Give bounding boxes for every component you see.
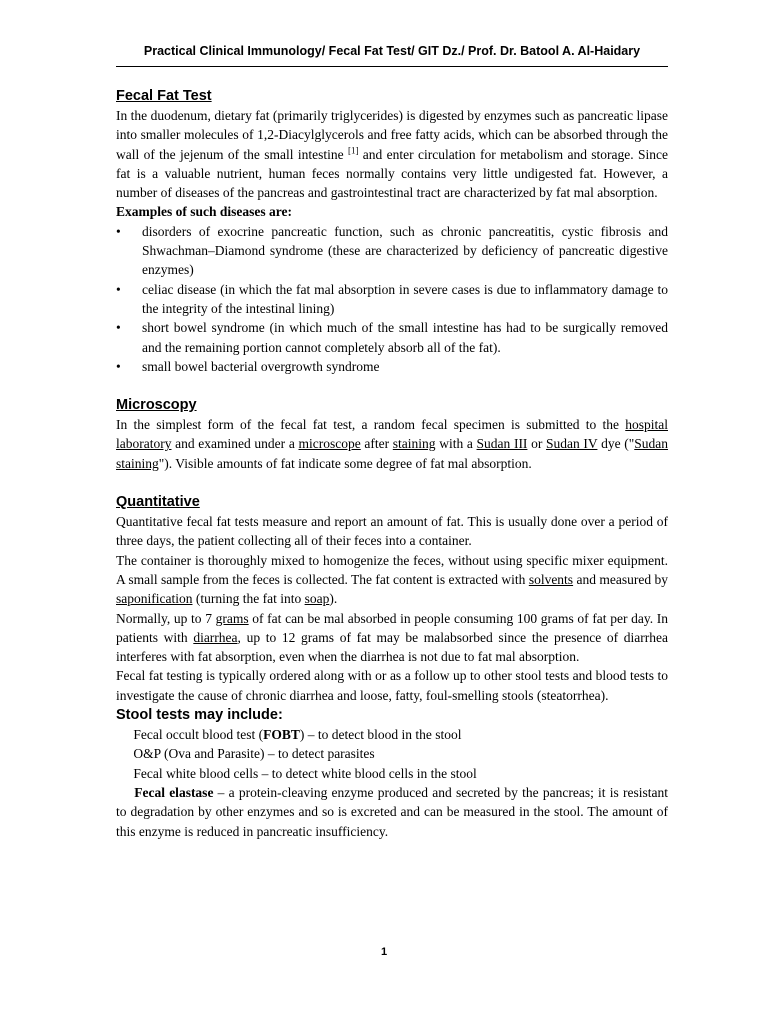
section-heading-fecal-fat-test: Fecal Fat Test: [116, 88, 212, 104]
examples-subheading: Examples of such diseases are:: [116, 204, 293, 220]
link-microscope[interactable]: microscope: [298, 436, 361, 452]
bullet-icon: •: [116, 320, 121, 336]
section-heading-microscopy: Microscopy: [116, 397, 197, 414]
quantitative-paragraph-3: Normally, up to 7 grams of fat can be mal absorbed in people consuming 100 grams of fat per day. In patients with diarrhea, up to 12 grams of fat may be malabsorbed since the presence of diarrhea interferes with fat absorption, even when the diarrhea is not due to fat mal absorption.: [116, 610, 668, 665]
intro-paragraph: In the duodenum, dietary fat (primarily triglycerides) is digested by enzymes such as pancreatic lipase into smaller molecules of 1,2-Diacylglycerols and free fatty acids, which can be absorbed through the wall of the jejenum of the small intestine [1] and enter circulation for metabolism and storage. Since fat is a valuable nutrient, human feces normally contains very little undigested fat. However, a number of diseases of the pancreas and gastrointestinal tract are characterized by fat mal absorption.: [116, 108, 668, 201]
link-hospital-laboratory[interactable]: hospital laboratory: [116, 417, 668, 452]
bullet-icon: •: [116, 281, 121, 297]
link-sudan-staining[interactable]: Sudan staining: [116, 436, 669, 471]
list-item: • celiac disease (in which the fat mal absorption in severe cases is due to inflammatory damage to the integrity of the intestinal lining): [116, 281, 668, 316]
bullet-icon: •: [116, 223, 121, 239]
link-saponification[interactable]: saponification: [116, 591, 193, 607]
stool-test-item: O&P (Ova and Parasite) – to detect parasites: [130, 746, 375, 762]
section-heading-quantitative: Quantitative: [116, 494, 200, 511]
disease-list: [116, 222, 668, 376]
quantitative-paragraph-4: Fecal fat testing is typically ordered along with or as a follow up to other stool tests and blood tests to investigate the cause of chronic diarrhea and loose, fatty, foul-smelling stools (steatorrhea).: [116, 668, 668, 703]
quantitative-paragraph-1: Quantitative fecal fat tests measure and report an amount of fat. This is usually done over a period of three days, the patient collecting all of their feces into a container.: [116, 514, 668, 549]
microscopy-paragraph: In the simplest form of the fecal fat test, a random fecal specimen is submitted to the hospital laboratory and examined under a microscope after staining with a Sudan III or Sudan IV dye ("Sudan staining"). Visible amounts of fat indicate some degree of fat mal absorption.: [116, 417, 669, 471]
link-diarrhea[interactable]: diarrhea: [193, 629, 238, 645]
list-item: • disorders of exocrine pancreatic function, such as chronic pancreatitis, cystic fibrosis and Shwachman–Diamond syndrome (these are characterized by deficiency of pancreatic digestive enzymes): [116, 223, 668, 278]
link-staining[interactable]: staining: [392, 436, 436, 452]
list-item: • short bowel syndrome (in which much of the small intestine has had to be surgically removed and the remaining portion cannot completely absorb all of the fat).: [116, 320, 668, 355]
list-item: • small bowel bacterial overgrowth syndrome: [116, 357, 668, 376]
document-body: [116, 86, 668, 841]
stool-test-item: Fecal elastase – a protein-cleaving enzyme produced and secreted by the pancreas; it is resistant to degradation by other enzymes and so is excreted and can be measured in the stool. The amount of this enzyme is reduced in pancreatic insufficiency.: [116, 784, 669, 839]
stool-test-item: Fecal white blood cells – to detect white blood cells in the stool: [130, 765, 477, 781]
section-heading-stool-tests: Stool tests may include:: [116, 707, 283, 724]
bullet-icon: •: [116, 358, 121, 374]
stool-test-item: Fecal occult blood test (FOBT) – to detect blood in the stool: [130, 727, 462, 743]
link-grams[interactable]: grams: [215, 610, 249, 626]
page-number: 1: [380, 946, 388, 958]
citation-1[interactable]: [1]: [347, 145, 359, 156]
link-soap[interactable]: soap: [304, 591, 330, 607]
link-sudan-iii[interactable]: Sudan III: [476, 436, 528, 452]
link-solvents[interactable]: solvents: [528, 571, 574, 587]
header-rule: [116, 66, 668, 67]
running-header: Practical Clinical Immunology/ Fecal Fat Test/ GIT Dz./ Prof. Dr. Batool A. Al-Haidary: [143, 44, 641, 58]
link-sudan-iv[interactable]: Sudan IV: [546, 436, 598, 452]
quantitative-paragraph-2: The container is thoroughly mixed to homogenize the feces, without using specific mixer equipment. A small sample from the feces is collected. The fat content is extracted with solvents and measured by saponification (turning the fat into soap).: [116, 552, 668, 607]
